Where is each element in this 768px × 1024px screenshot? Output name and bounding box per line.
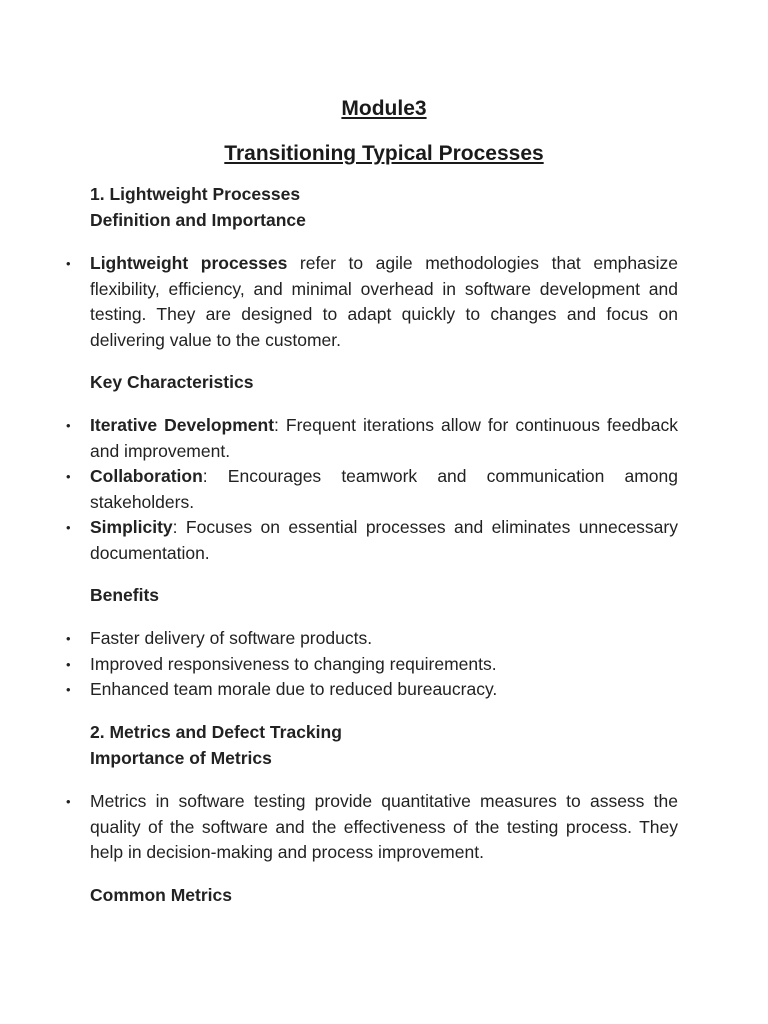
importance-block	[90, 789, 678, 866]
characteristic-text: : Frequent iterations allow for continuous feedback and improvement.	[90, 415, 679, 461]
key-characteristics-list-block	[90, 413, 678, 566]
section1-heading: 1. Lightweight Processes	[90, 184, 301, 204]
section2-heading: 2. Metrics and Defect Tracking	[90, 722, 342, 742]
main-title: Transitioning Typical Processes	[224, 142, 544, 165]
definition-term: Lightweight processes	[90, 253, 288, 273]
common-metrics-block	[90, 883, 678, 909]
benefits-heading: Benefits	[90, 585, 160, 605]
list-item: • Faster delivery of software products.	[90, 626, 678, 652]
list-item	[90, 251, 678, 353]
list-item: • Enhanced team morale due to reduced bureaucracy.	[90, 677, 678, 703]
module-title: Module3	[341, 97, 427, 120]
characteristic-term: Iterative Development	[90, 415, 275, 435]
characteristic-text: : Encourages teamwork and communication among stakeholders.	[90, 466, 678, 512]
characteristic-term: Simplicity	[90, 517, 173, 537]
definition-text: refer to agile methodologies that emphasize flexibility, efficiency, and minimal overhead in software development and testing. They are designed to adapt quickly to changes and focus on delivering value to the customer.	[90, 253, 678, 350]
key-characteristics-block	[90, 370, 678, 396]
benefits-list	[90, 626, 678, 703]
list-item	[90, 515, 678, 566]
list-item: • Improved responsiveness to changing requirements.	[90, 652, 678, 678]
definition-block	[90, 251, 678, 353]
section1-subheading: Definition and Importance	[90, 209, 306, 230]
list-item: • Metrics in software testing provide quantitative measures to assess the quality of the software and the effectiveness of the testing process. They help in decision-making and process improvement.	[90, 789, 678, 866]
benefits-list-block	[90, 626, 678, 703]
section2-subheading: Importance of Metrics	[90, 747, 272, 768]
characteristic-term: Collaboration	[90, 466, 203, 486]
key-characteristics-heading: Key Characteristics	[90, 372, 254, 392]
key-characteristics-list	[90, 413, 678, 566]
common-metrics-heading: Common Metrics	[90, 885, 232, 905]
characteristic-text: : Focuses on essential processes and eliminates unnecessary documentation.	[90, 517, 678, 563]
benefits-block	[90, 583, 678, 609]
importance-list	[90, 789, 678, 866]
section1-header	[90, 182, 678, 233]
section2-header	[90, 720, 678, 771]
list-item	[90, 413, 678, 464]
list-item	[90, 464, 678, 515]
definition-list	[90, 251, 678, 353]
